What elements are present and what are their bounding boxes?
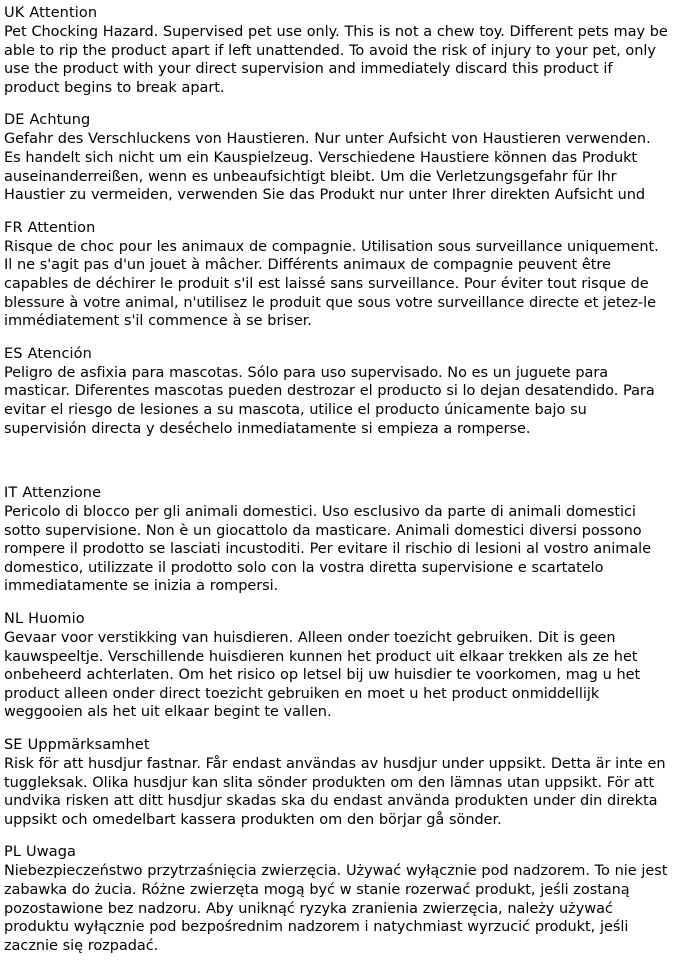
language-code-nl: NL xyxy=(4,611,24,628)
warning-section-de xyxy=(4,111,671,204)
heading-word-se: Uppmärksamhet xyxy=(27,737,150,754)
section-body-it: Pericolo di blocco per gli animali domestici. Uso esclusivo da parte di animali domestici sotto supervisione. Non è un giocattolo da masticare. Animali domestici diversi possono rompere il prodotto se lasciati incustoditi. Per evitare il rischio di lesioni al vostro animale domestico, utilizzate il prodotto solo con la vostra diretta supervisione e scartatelo immediatamente se inizia a rompersi. xyxy=(4,504,652,595)
section-heading-pl xyxy=(4,843,671,861)
section-heading-se xyxy=(4,736,671,754)
section-heading-de xyxy=(4,111,671,129)
heading-word-es: Atención xyxy=(27,345,92,362)
warning-section-uk xyxy=(4,4,671,97)
language-code-it: IT xyxy=(4,485,18,502)
section-body-de: Gefahr des Verschluckens von Haustieren. Nur unter Aufsicht von Haustieren verwenden. Es handelt sich nicht um ein Kauspielzeug. Verschiedene Haustiere können das Produkt auseinanderreißen, wenn es unbeaufsichtigt bleibt. Um die Verletzungsgefahr für Ihr Haustier zu vermeiden, verwenden Sie das Produkt nur unter Ihrer direkten Aufsicht und xyxy=(4,131,651,204)
section-body-se: Risk för att husdjur fastnar. Får endast användas av husdjur under uppsikt. Detta är inte en tuggleksak. Olika husdjur kan slita sönder produkten om den lämnas utan uppsikt. För att undvika risken att ditt husdjur skadas ska du endast använda produkten under din direkta uppsikt och omedelbart kassera produkten om den börjar gå sönder. xyxy=(4,756,666,828)
language-code-de: DE xyxy=(4,112,25,129)
section-heading-nl xyxy=(4,610,671,628)
section-body-pl: Niebezpieczeństwo przytrzaśnięcia zwierzęcia. Używać wyłącznie pod nadzorem. To nie jest zabawka do żucia. Różne zwierzęta mogą być w stanie rozerwać produkt, jeśli zostaną pozostawione bez nadzoru. Aby uniknąć ryzyka zranienia zwierzęcia, należy używać produktu wyłącznie pod bezpośrednim nadzorem i natychmiast wyrzucić produkt, jeśli zacznie się rozpadać. xyxy=(4,863,668,954)
section-body-nl: Gevaar voor verstikking van huisdieren. Alleen onder toezicht gebruiken. Dit is geen kauwspeeltje. Verschillende huisdieren kunnen het product uit elkaar trekken als ze het onbeheerd achterlaten. Om het risico op letsel bij uw huisdier te voorkomen, mag u het product alleen onder direct toezicht gebruiken en moet u het product onmiddellijk weggooien als het uit elkaar begint te vallen. xyxy=(4,630,641,721)
heading-word-de: Achtung xyxy=(29,112,91,129)
heading-word-it: Attenzione xyxy=(22,485,102,502)
language-code-se: SE xyxy=(4,737,23,754)
language-code-pl: PL xyxy=(4,844,22,861)
language-code-es: ES xyxy=(4,345,23,362)
section-heading-fr xyxy=(4,219,671,237)
warning-section-it xyxy=(4,484,671,596)
warning-section-pl xyxy=(4,843,671,955)
heading-word-fr: Attention xyxy=(27,219,96,236)
section-body-es: Peligro de asfixia para mascotas. Sólo para uso supervisado. No es un juguete para masticar. Diferentes mascotas pueden destrozar el producto si lo dejan desatendido. Para evitar el riesgo de lesiones a su mascota, utilice el producto únicamente bajo su supervisión directa y deséchelo inmediatamente si empieza a romperse. xyxy=(4,364,655,437)
heading-word-uk: Attention xyxy=(29,5,98,21)
heading-word-nl: Huomio xyxy=(28,611,85,628)
section-body-fr: Risque de choc pour les animaux de compagnie. Utilisation sous surveillance uniquement. Il ne s'agit pas d'un jouet à mâcher. Différents animaux de compagnie peuvent être capables de déchirer le produit s'il est laissé sans surveillance. Pour éviter tout risque de blessure à votre animal, n'utilisez le produit que sous votre surveillance directe et jetez-le immédiatement s'il commence à se briser. xyxy=(4,238,659,330)
warning-section-se xyxy=(4,736,671,829)
warning-section-nl xyxy=(4,610,671,722)
section-body-uk: Pet Chocking Hazard. Supervised pet use only. This is not a chew toy. Different pets may be able to rip the product apart if left unattended. To avoid the risk of injury to your pet, only use the product with your direct supervision and immediately discard this product if product begins to break apart. xyxy=(4,24,668,96)
warning-section-fr xyxy=(4,219,671,331)
warning-section-es xyxy=(4,345,671,438)
section-heading-it xyxy=(4,484,671,502)
section-heading-es xyxy=(4,345,671,363)
heading-word-pl: Uwaga xyxy=(26,844,76,861)
language-code-uk: UK xyxy=(4,5,25,21)
language-code-fr: FR xyxy=(4,219,23,236)
section-heading-uk xyxy=(4,4,671,22)
